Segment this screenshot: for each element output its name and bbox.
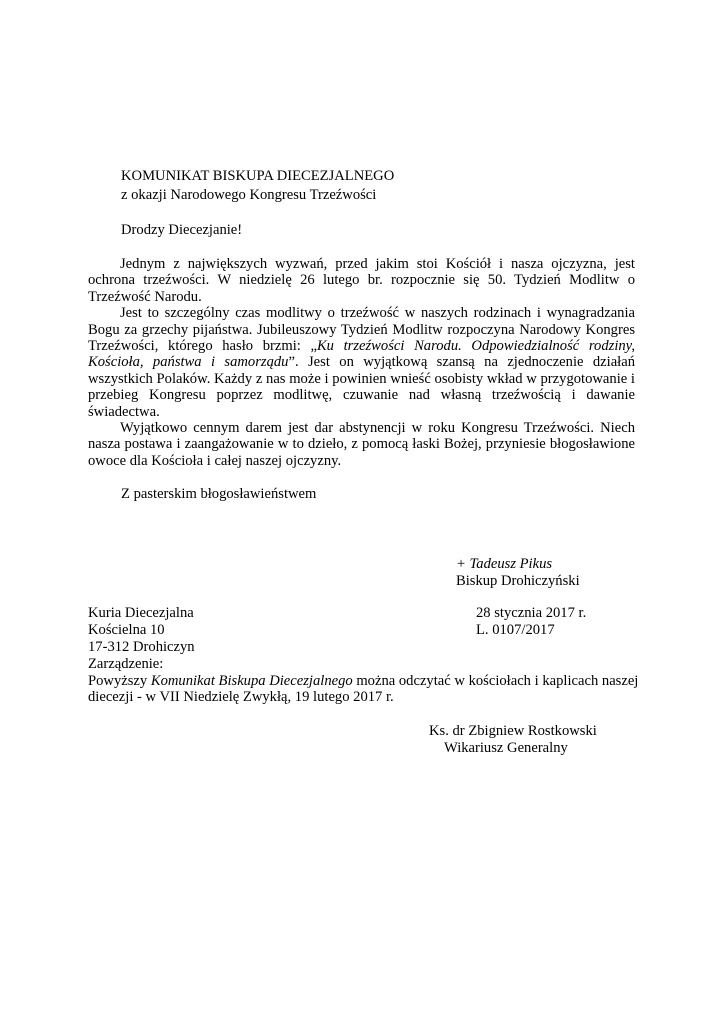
address-line-1: Kuria Diecezjalna (88, 605, 194, 621)
paragraph-2-intro: Jest to szczególny czas modlitwy o trzeźwość w naszych rodzinach i wynagradzania Bogu za grzechy pijaństwa. Jubileuszowy Tydzień Modlitw rozpoczyna Narodowy Kongres Trzeźwości, którego hasło brzmi: „ (88, 305, 635, 355)
closing-blessing: Z pasterskim błogosławieństwem (121, 486, 317, 502)
ordinance-text-rest: można odczytać w kościołach i kaplicach naszej diecezji - w VII Niedzielę Zwykłą, 19 lutego 2017 r. (88, 673, 639, 706)
letter-body (88, 256, 635, 469)
bishop-signature-role: Biskup Drohiczyński (456, 573, 580, 589)
congress-motto: Ku trzeźwości Narodu. Odpowiedzialność rodziny, Kościoła, państwa i samorządu (88, 338, 635, 371)
vicar-signature-name: Ks. dr Zbigniew Rostkowski (429, 723, 597, 739)
document-date: 28 stycznia 2017 r. (476, 605, 587, 621)
vicar-signature-role: Wikariusz Generalny (444, 740, 568, 756)
ordinance-text-intro: Powyższy (88, 673, 151, 689)
address-line-2: Kościelna 10 (88, 622, 165, 638)
paragraph-3: Wyjątkowo cennym darem jest dar abstynencji w roku Kongresu Trzeźwości. Niech nasza postawa i zaangażowanie w to dzieło, z pomocą łaski Bożej, przyniesie błogosławione owoce dla Kościoła i całej naszej ojczyzny. (88, 420, 635, 469)
ordinance-text (88, 673, 643, 706)
greeting: Drodzy Diecezjanie! (121, 222, 243, 238)
paragraph-2-rest: ”. Jest on wyjątkową szansą na zjednoczenie działań wszystkich Polaków. Każdy z nas może i powinien wnieść osobisty wkład w przygotowanie i przebieg Kongresu poprzez modlitwę, czuwanie nad własną trzeźwością i dawanie świadectwa. (88, 354, 635, 420)
document-title: KOMUNIKAT BISKUPA DIECEZJALNEGO (121, 168, 395, 184)
bishop-signature-name: + Tadeusz Pikus (456, 556, 553, 572)
document-reference: L. 0107/2017 (476, 622, 555, 638)
ordinance-label: Zarządzenie: (88, 656, 164, 672)
paragraph-1: Jednym z największych wyzwań, przed jakim stoi Kościół i nasza ojczyzna, jest ochrona trzeźwości. W niedzielę 26 lutego br. rozpocznie się 50. Tydzień Modlitw o Trzeźwość Narodu. (88, 256, 635, 305)
paragraph-2 (88, 305, 635, 420)
ordinance-document-name: Komunikat Biskupa Diecezjalnego (150, 673, 353, 689)
address-line-3: 17-312 Drohiczyn (88, 639, 195, 655)
document-subtitle: z okazji Narodowego Kongresu Trzeźwości (121, 187, 377, 203)
